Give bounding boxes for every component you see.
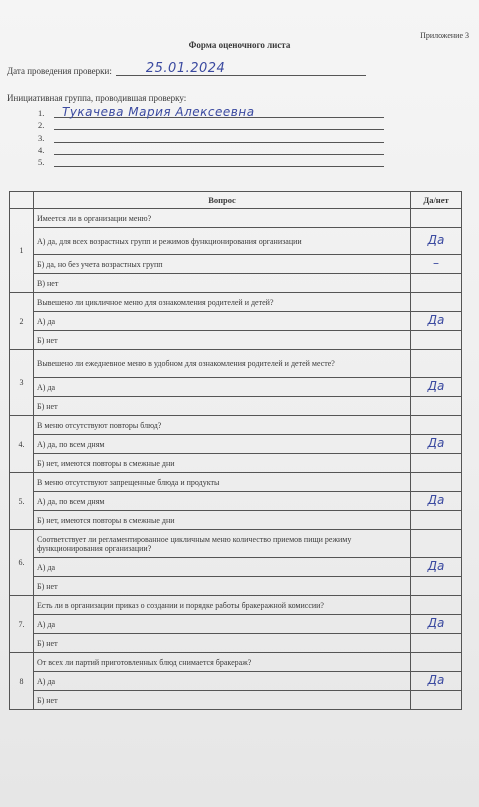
option-row <box>10 454 462 473</box>
question-answer-cell <box>411 596 462 615</box>
group-label: Инициативная группа, проводившая проверку: <box>7 93 187 103</box>
question-text: Есть ли в организации приказ о создании и порядке работы бракеражной комиссии? <box>34 596 411 615</box>
member-number: 4. <box>38 144 45 155</box>
member-row <box>38 155 384 167</box>
date-value: 25.01.2024 <box>145 61 226 76</box>
option-answer-cell <box>411 255 462 274</box>
member-field <box>54 132 384 143</box>
member-field <box>54 156 384 167</box>
option-row <box>10 577 462 596</box>
option-text: Б) нет, имеются повторы в смежные дни <box>34 454 411 473</box>
option-text: А) да, по всем дням <box>34 492 411 511</box>
appendix-label: Приложение 3 <box>420 31 469 40</box>
question-number: 3 <box>10 350 34 416</box>
date-label: Дата проведения проверки: <box>7 66 112 76</box>
members-list <box>38 106 384 167</box>
member-row <box>38 106 384 118</box>
option-row <box>10 634 462 653</box>
question-answer-cell <box>411 350 462 378</box>
member-row <box>38 130 384 142</box>
member-name: Тукачева Мария Алексеевна <box>62 105 255 120</box>
member-row <box>38 118 384 130</box>
option-answer-cell <box>411 511 462 530</box>
question-text: Вывешено ли ежедневное меню в удобном для ознакомления родителей и детей месте? <box>34 350 411 378</box>
option-row <box>10 228 462 255</box>
option-row <box>10 558 462 577</box>
option-answer-cell <box>411 274 462 293</box>
form-title: Форма оценочного листа <box>188 40 291 50</box>
question-text: От всех ли партий приготовленных блюд снимается бракераж? <box>34 653 411 672</box>
question-text: Имеется ли в организации меню? <box>34 209 411 228</box>
option-row <box>10 615 462 634</box>
question-text: В меню отсутствуют запрещенные блюда и продукты <box>34 473 411 492</box>
member-row <box>38 143 384 155</box>
question-number: 4. <box>10 416 34 473</box>
option-row <box>10 435 462 454</box>
option-text: А) да <box>34 378 411 397</box>
option-answer-cell <box>411 558 462 577</box>
option-answer-cell <box>411 492 462 511</box>
option-row <box>10 255 462 274</box>
option-answer-cell <box>411 454 462 473</box>
option-text: Б) нет <box>34 397 411 416</box>
question-answer-cell <box>411 530 462 558</box>
option-text: Б) нет, имеются повторы в смежные дни <box>34 511 411 530</box>
option-row <box>10 312 462 331</box>
option-answer-cell <box>411 397 462 416</box>
question-row <box>10 596 462 615</box>
question-row <box>10 473 462 492</box>
option-row <box>10 331 462 350</box>
handwritten-answer: Да <box>427 616 445 630</box>
handwritten-answer: Да <box>427 559 445 573</box>
question-row <box>10 350 462 378</box>
member-number: 5. <box>38 156 45 167</box>
option-text: Б) нет <box>34 691 411 710</box>
option-row <box>10 492 462 511</box>
option-text: А) да, по всем дням <box>34 435 411 454</box>
option-text: А) да <box>34 672 411 691</box>
question-answer-cell <box>411 653 462 672</box>
question-row <box>10 530 462 558</box>
option-text: Б) нет <box>34 331 411 350</box>
option-text: Б) нет <box>34 634 411 653</box>
member-number: 3. <box>38 132 45 143</box>
option-row <box>10 397 462 416</box>
question-number: 8 <box>10 653 34 710</box>
question-answer-cell <box>411 416 462 435</box>
option-text: А) да, для всех возрастных групп и режимов функционирования организации <box>34 228 411 255</box>
member-field <box>54 119 384 130</box>
option-text: А) да <box>34 558 411 577</box>
option-answer-cell <box>411 228 462 255</box>
handwritten-answer: – <box>433 256 439 270</box>
question-text: Вывешено ли цикличное меню для ознакомления родителей и детей? <box>34 293 411 312</box>
handwritten-answer: Да <box>427 493 445 507</box>
option-answer-cell <box>411 378 462 397</box>
answer-header: Да/нет <box>411 192 462 209</box>
member-number: 2. <box>38 120 45 131</box>
question-number: 2 <box>10 293 34 350</box>
handwritten-answer: Да <box>427 673 445 687</box>
question-answer-cell <box>411 209 462 228</box>
member-field <box>54 144 384 155</box>
handwritten-answer: Да <box>427 436 445 450</box>
option-row <box>10 274 462 293</box>
option-answer-cell <box>411 331 462 350</box>
question-number: 5. <box>10 473 34 530</box>
date-field <box>116 62 366 76</box>
option-row <box>10 511 462 530</box>
option-answer-cell <box>411 615 462 634</box>
option-text: В) нет <box>34 274 411 293</box>
num-header <box>10 192 34 209</box>
member-number: 1. <box>38 108 45 119</box>
question-answer-cell <box>411 293 462 312</box>
handwritten-answer: Да <box>427 379 445 393</box>
handwritten-answer: Да <box>427 313 445 327</box>
option-text: Б) нет <box>34 577 411 596</box>
option-answer-cell <box>411 691 462 710</box>
option-row <box>10 691 462 710</box>
question-number: 6. <box>10 530 34 596</box>
option-answer-cell <box>411 312 462 331</box>
option-answer-cell <box>411 577 462 596</box>
question-number: 7. <box>10 596 34 653</box>
question-row <box>10 416 462 435</box>
question-text: В меню отсутствуют повторы блюд? <box>34 416 411 435</box>
question-text: Соответствует ли регламентированное цикличным меню количество приемов пищи режиму функционирования организации? <box>34 530 411 558</box>
option-row <box>10 378 462 397</box>
question-number: 1 <box>10 209 34 293</box>
evaluation-table <box>9 191 462 710</box>
option-answer-cell <box>411 634 462 653</box>
option-text: Б) да, но без учета возрастных групп <box>34 255 411 274</box>
question-row <box>10 209 462 228</box>
handwritten-answer: Да <box>427 233 445 247</box>
question-row <box>10 293 462 312</box>
option-text: А) да <box>34 615 411 634</box>
date-line <box>7 62 366 76</box>
option-text: А) да <box>34 312 411 331</box>
member-field <box>54 107 384 118</box>
option-row <box>10 672 462 691</box>
question-row <box>10 653 462 672</box>
question-header: Вопрос <box>34 192 411 209</box>
question-answer-cell <box>411 473 462 492</box>
option-answer-cell <box>411 435 462 454</box>
option-answer-cell <box>411 672 462 691</box>
